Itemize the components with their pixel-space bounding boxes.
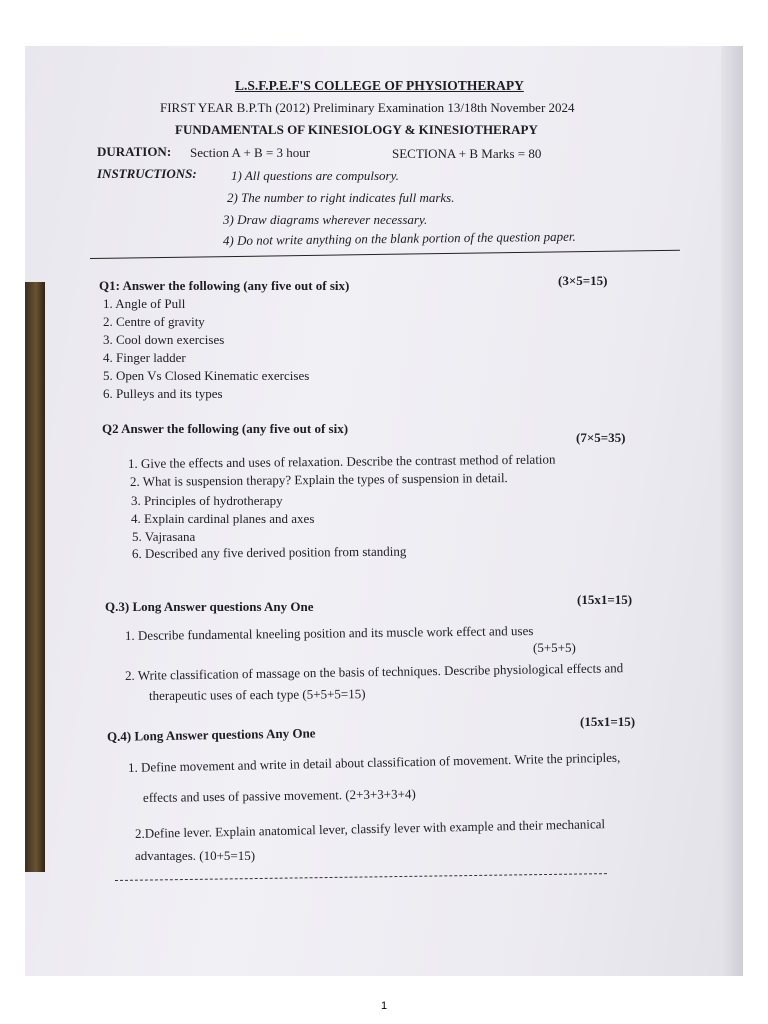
q4-item-1-line-2: effects and uses of passive movement. (2+3+3+3+4) (142, 786, 416, 805)
instruction-1: 1) All questions are compulsory. (231, 168, 399, 183)
q2-item-1: 1. Give the effects and uses of relaxation. Describe the contrast method of relation (127, 451, 556, 471)
q4-marks: (15x1=15) (580, 714, 636, 729)
q3-title: Q.3) Long Answer questions Any One (105, 599, 314, 614)
instruction-4: 4) Do not write anything on the blank portion of the question paper. (222, 228, 576, 248)
q4-item-2-line-2: advantages. (10+5=15) (135, 848, 256, 863)
footer-divider (115, 873, 607, 881)
page-number: 1 (380, 1000, 388, 1012)
q1-marks: (3×5=15) (558, 273, 608, 288)
q1-item-1: 1. Angle of Pull (103, 296, 186, 311)
q3-marks: (15x1=15) (577, 592, 633, 607)
q2-item-6: 6. Described any five derived position from standing (131, 543, 407, 561)
q4-item-2-line-1: 2.Define lever. Explain anatomical lever, classify lever with example and their mechanical (134, 816, 606, 841)
q3-item-2-line-1: 2. Write classification of massage on the basis of techniques. Describe physiological effects and (124, 660, 624, 683)
q2-item-3: 3. Principles of hydrotherapy (131, 493, 283, 508)
q2-item-4: 4. Explain cardinal planes and axes (131, 511, 315, 526)
q2-title: Q2 Answer the following (any five out of six) (102, 421, 349, 436)
q1-item-4: 4. Finger ladder (103, 350, 186, 365)
q3-item-1-marks: (5+5+5) (533, 640, 576, 655)
q4-item-1-line-1: 1. Define movement and write in detail about classification of movement. Write the principles, (127, 749, 621, 775)
q1-item-2: 2. Centre of gravity (103, 314, 205, 329)
total-marks: SECTIONA + B Marks = 80 (392, 146, 542, 161)
subject-title: FUNDAMENTALS OF KINESIOLOGY & KINESIOTHERAPY (175, 122, 538, 137)
duration-label: DURATION: (97, 144, 172, 159)
q1-item-6: 6. Pulleys and its types (103, 386, 223, 401)
header-divider (90, 250, 680, 259)
exam-title: FIRST YEAR B.P.Th (2012) Preliminary Examination 13/18th November 2024 (160, 100, 575, 115)
instructions-label: INSTRUCTIONS: (97, 166, 197, 181)
q1-item-3: 3. Cool down exercises (103, 332, 225, 347)
college-name: L.S.F.P.E.F'S COLLEGE OF PHYSIOTHERAPY (235, 78, 524, 93)
q1-title: Q1: Answer the following (any five out of six) (99, 278, 350, 293)
q1-item-5: 5. Open Vs Closed Kinematic exercises (103, 368, 310, 383)
instruction-3: 3) Draw diagrams wherever necessary. (223, 212, 428, 227)
q2-item-5: 5. Vajrasana (132, 529, 196, 544)
question-paper (25, 46, 743, 976)
q4-title: Q.4) Long Answer questions Any One (106, 725, 316, 744)
q2-marks: (7×5=35) (576, 430, 626, 445)
q3-item-2-line-2: therapeutic uses of each type (5+5+5=15) (148, 686, 366, 703)
q3-item-1: 1. Describe fundamental kneeling position and its muscle work effect and uses (124, 623, 534, 643)
scanned-photo (25, 46, 743, 976)
q2-item-2: 2. What is suspension therapy? Explain the types of suspension in detail. (129, 470, 508, 489)
instruction-2: 2) The number to right indicates full marks. (227, 190, 455, 205)
duration-value: Section A + B = 3 hour (190, 145, 311, 160)
